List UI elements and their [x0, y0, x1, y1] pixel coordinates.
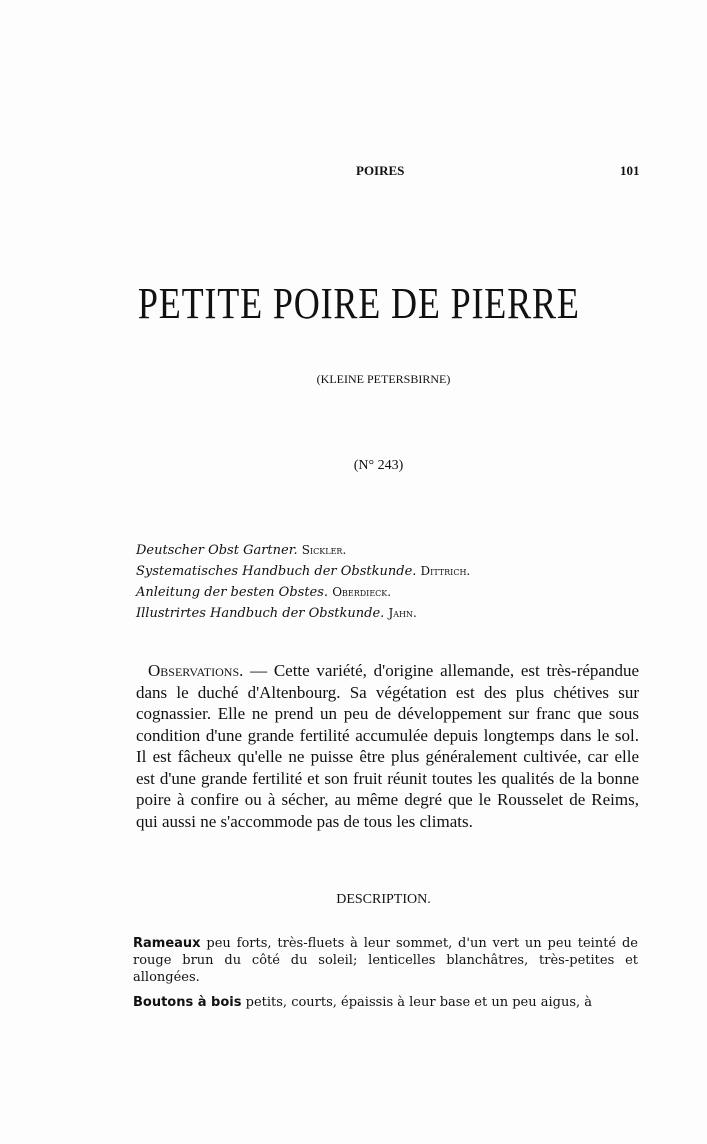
- reference-author: Oberdieck.: [332, 585, 392, 599]
- variety-number: (N° 243): [353, 458, 404, 473]
- description-text: petits, courts, épaissis à leur base et un peu aigus, à: [241, 995, 593, 1010]
- reference: [136, 540, 470, 561]
- reference-author: Jahn.: [388, 606, 417, 620]
- references: [136, 540, 470, 624]
- description-text: peu forts, très-fluets à leur sommet, d'un vert un peu teinté de rouge brun du côté du soleil; lenticelles blanchâtres, très-petites et allongées.: [133, 936, 638, 985]
- reference-work: Deutscher Obst Gartner.: [136, 543, 298, 558]
- observations-label: Observations.: [148, 661, 244, 680]
- observations-paragraph: [136, 660, 639, 832]
- observations-text: — Cette variété, d'origine allemande, est très-répandue dans le duché d'Altenbourg. Sa végétation est des plus chétives sur cognassier. Elle ne prend un peu de développement sur franc que sous condition d'une grande fertilité accumulée depuis longtemps dans le sol. Il est fâcheux qu'elle ne puisse être plus généralement cultivée, car elle est d'une grande fertilité et son fruit réunit toutes les qualités de la bonne poire à confire ou à sécher, au même degré que le Rousselet de Reims, qui aussi ne s'accommode pas de tous les climats.: [136, 661, 639, 831]
- reference: [136, 582, 470, 603]
- reference: [136, 603, 470, 624]
- description: [133, 935, 638, 1019]
- subtitle: (KLEINE PETERSBIRNE): [316, 372, 451, 386]
- description-term: Rameaux: [133, 936, 201, 951]
- description-term: Boutons à bois: [133, 995, 242, 1010]
- running-head-title: POIRES: [356, 163, 405, 178]
- page-title: PETITE POIRE DE PIERRE: [137, 279, 580, 328]
- description-heading: DESCRIPTION.: [336, 892, 431, 907]
- reference-author: Sickler.: [301, 543, 347, 557]
- reference-author: Dittrich.: [420, 564, 471, 578]
- description-item: [133, 994, 638, 1011]
- page-number: 101: [620, 163, 640, 178]
- description-item: [133, 935, 638, 986]
- reference-work: Anleitung der besten Obstes.: [136, 585, 329, 600]
- reference-work: Systematisches Handbuch der Obstkunde.: [136, 564, 417, 579]
- reference: [136, 561, 470, 582]
- reference-work: Illustrirtes Handbuch der Obstkunde.: [136, 606, 385, 621]
